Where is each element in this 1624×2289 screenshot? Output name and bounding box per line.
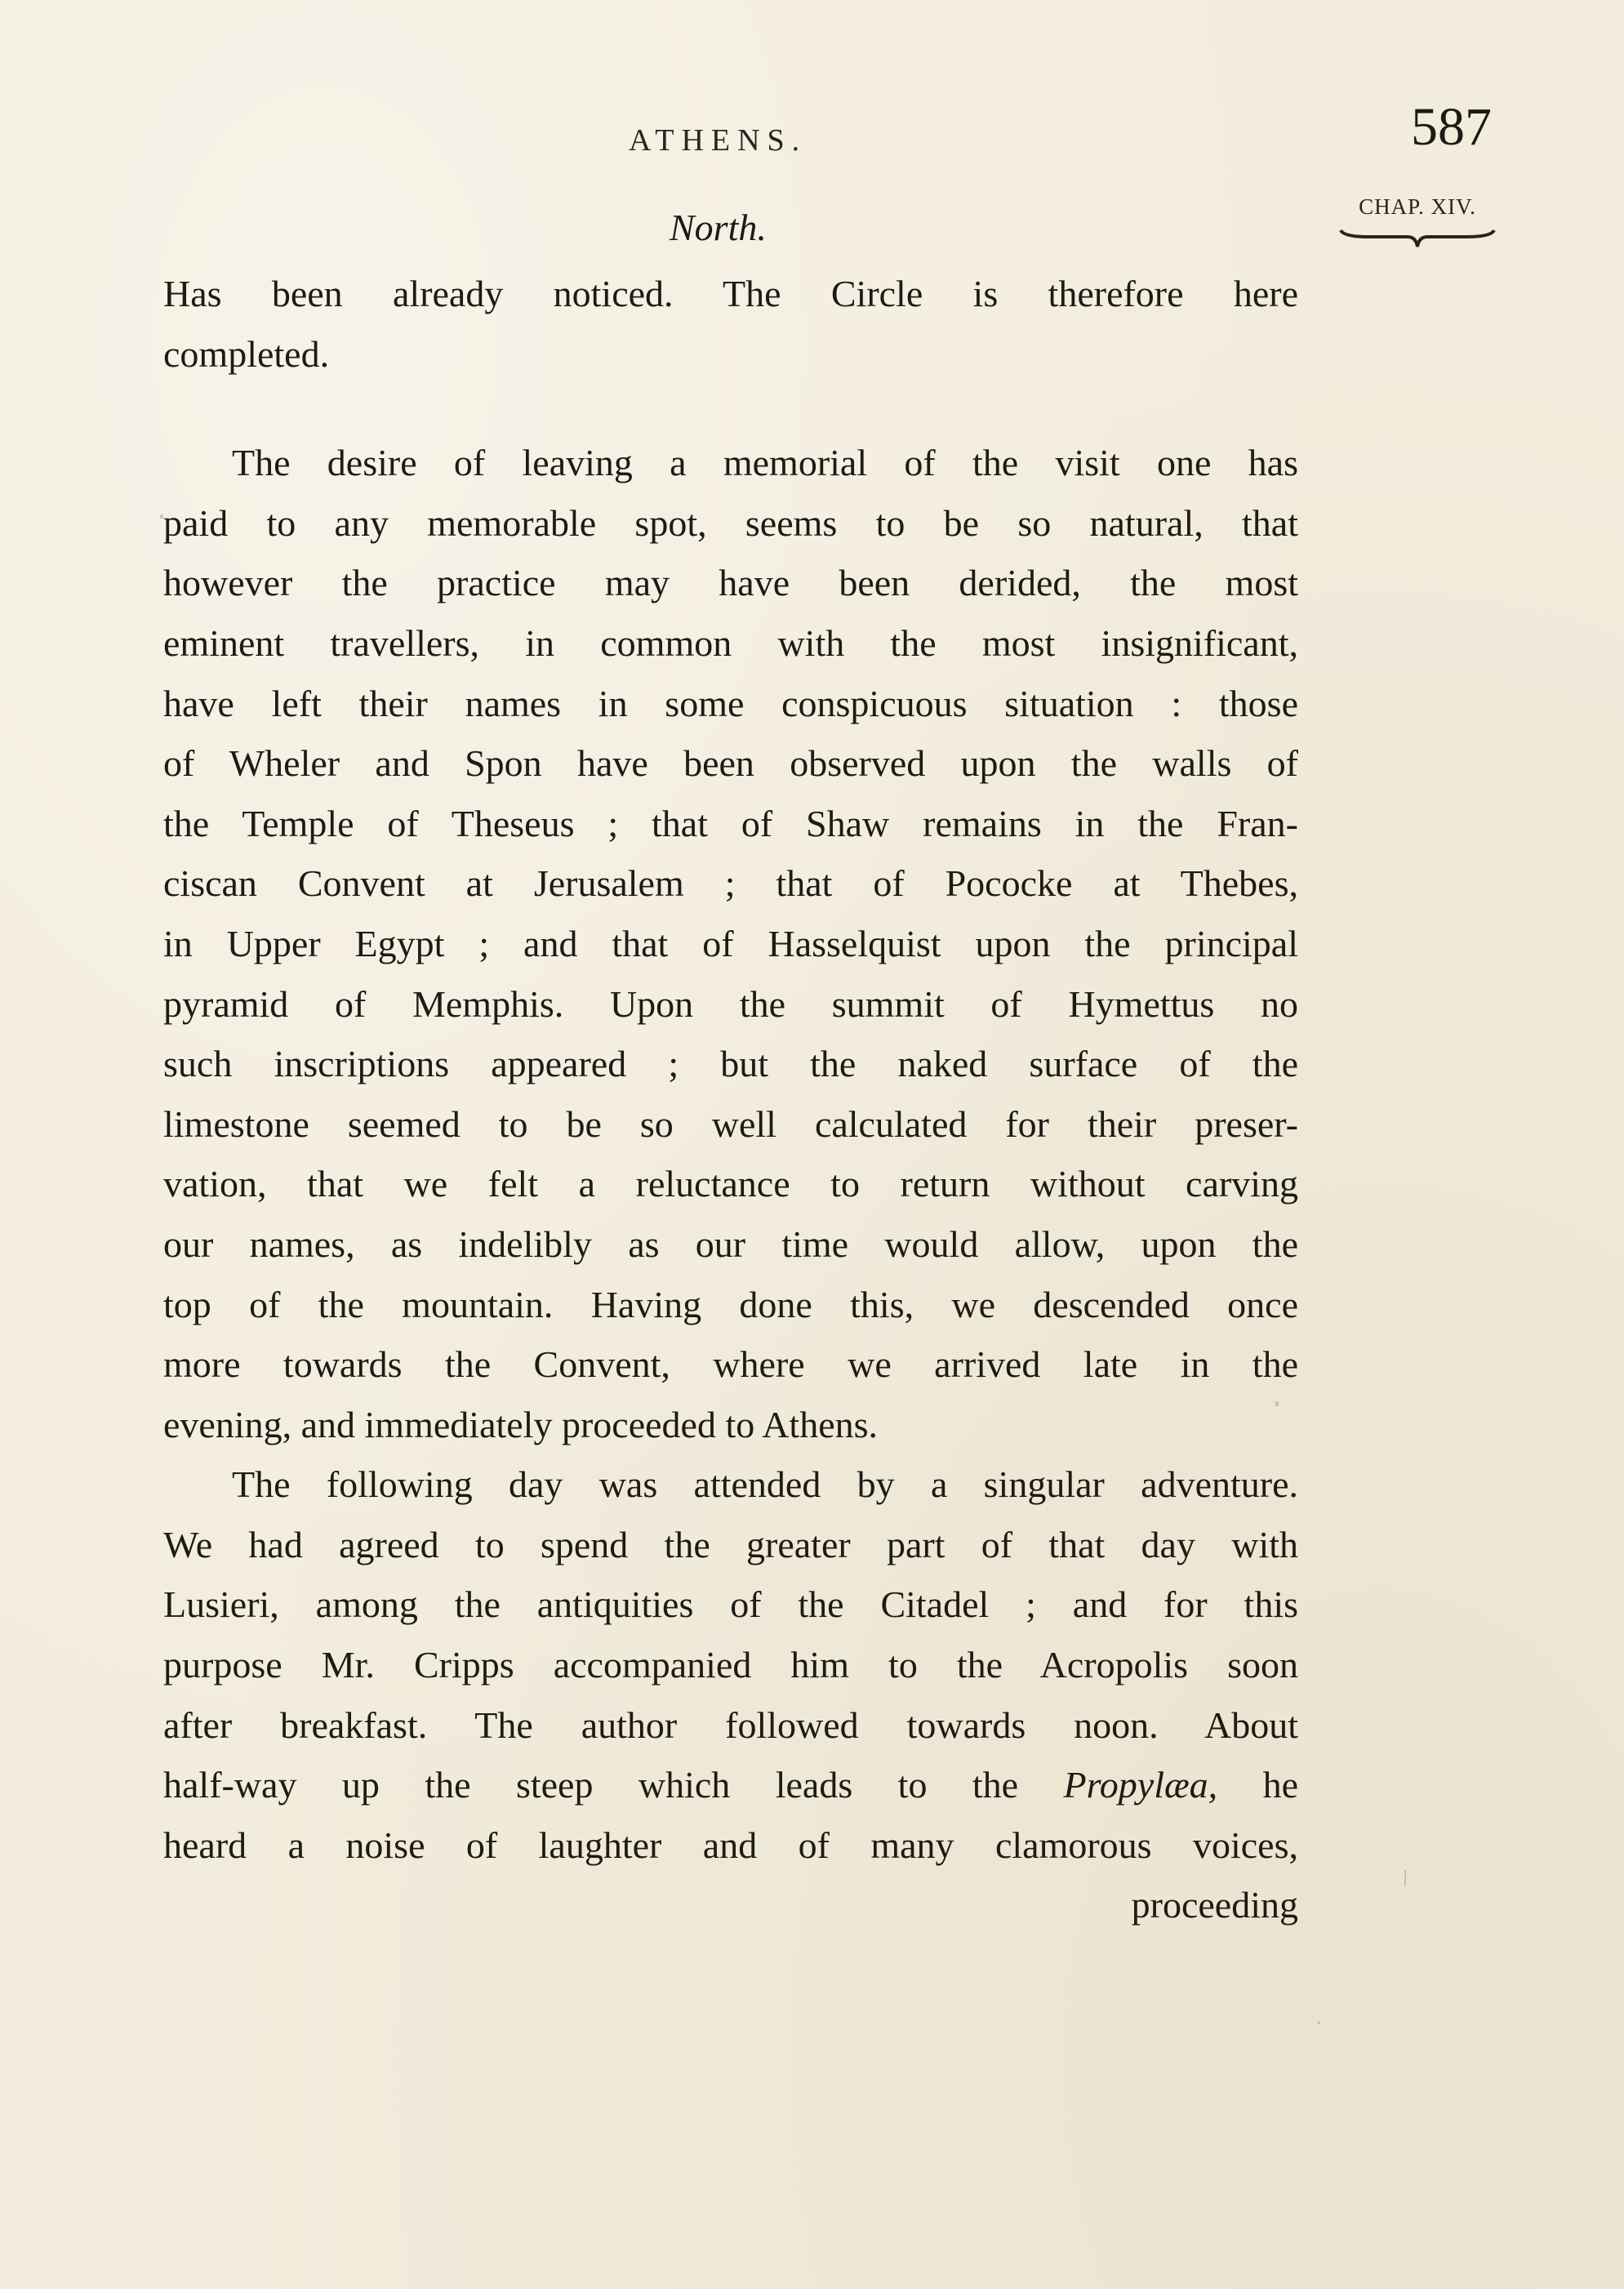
- text-line: of Wheler and Spon have been observed upon the walls of: [163, 742, 1298, 785]
- text-line: The following day was attended by a singular adventure.: [232, 1463, 1298, 1506]
- text-segment: half-way up the steep which leads to the: [163, 1764, 1064, 1806]
- text-line: however the practice may have been derided, the most: [163, 562, 1298, 604]
- paper-speck: [1404, 1870, 1406, 1886]
- body-text: [163, 264, 1298, 1935]
- paper-speck: [1275, 1401, 1279, 1406]
- text-line: ciscan Convent at Jerusalem ; that of Pococke at Thebes,: [163, 862, 1298, 905]
- text-line: completed.: [163, 332, 330, 375]
- section-subhead: North.: [670, 207, 767, 248]
- paper-speck: [1318, 2021, 1320, 2024]
- text-line: in Upper Egypt ; and that of Hasselquist upon the principal: [163, 922, 1298, 964]
- italic-term-propylaea: Propylæa,: [1063, 1764, 1218, 1806]
- text-line: heard a noise of laughter and of many clamorous voices,: [163, 1824, 1298, 1866]
- text-line: purpose Mr. Cripps accompanied him to the Acropolis soon: [163, 1644, 1298, 1686]
- text-line: Has been already noticed. The Circle is therefore here: [163, 273, 1298, 314]
- text-line: such inscriptions appeared ; but the naked surface of the: [163, 1043, 1298, 1085]
- running-head: ATHENS.: [629, 123, 808, 158]
- text-line: Lusieri, among the antiquities of the Citadel ; and for this: [163, 1583, 1298, 1626]
- catchword: proceeding: [1131, 1884, 1298, 1926]
- text-line-with-italic: [163, 1755, 1298, 1815]
- text-line: pyramid of Memphis. Upon the summit of Hymettus no: [163, 982, 1298, 1025]
- text-line: paid to any memorable spot, seems to be so natural, that: [163, 501, 1298, 544]
- text-line: the Temple of Theseus ; that of Shaw remains in the Fran-: [163, 802, 1298, 844]
- chapter-marginal-note: CHAP. XIV.: [1359, 194, 1476, 219]
- text-line: after breakfast. The author followed towards noon. About: [163, 1703, 1298, 1746]
- text-line: evening, and immediately proceeded to Athens.: [163, 1403, 879, 1445]
- brace-icon: [1336, 225, 1499, 253]
- text-line: have left their names in some conspicuous situation : those: [163, 682, 1298, 724]
- text-line: eminent travellers, in common with the most insignificant,: [163, 621, 1298, 664]
- text-line: our names, as indelibly as our time would allow, upon the: [163, 1222, 1298, 1265]
- text-line: top of the mountain. Having done this, we descended once: [163, 1283, 1298, 1325]
- text-segment: he: [1217, 1764, 1298, 1806]
- text-line: limestone seemed to be so well calculated for their preser-: [163, 1102, 1298, 1145]
- page-number: 587: [1411, 97, 1492, 157]
- text-line: vation, that we felt a reluctance to return without carving: [163, 1163, 1298, 1205]
- text-line: We had agreed to spend the greater part of that day with: [163, 1523, 1298, 1565]
- paper-speck: [160, 514, 163, 519]
- text-line: more towards the Convent, where we arrived late in the: [163, 1343, 1298, 1386]
- text-line: The desire of leaving a memorial of the visit one has: [232, 442, 1298, 484]
